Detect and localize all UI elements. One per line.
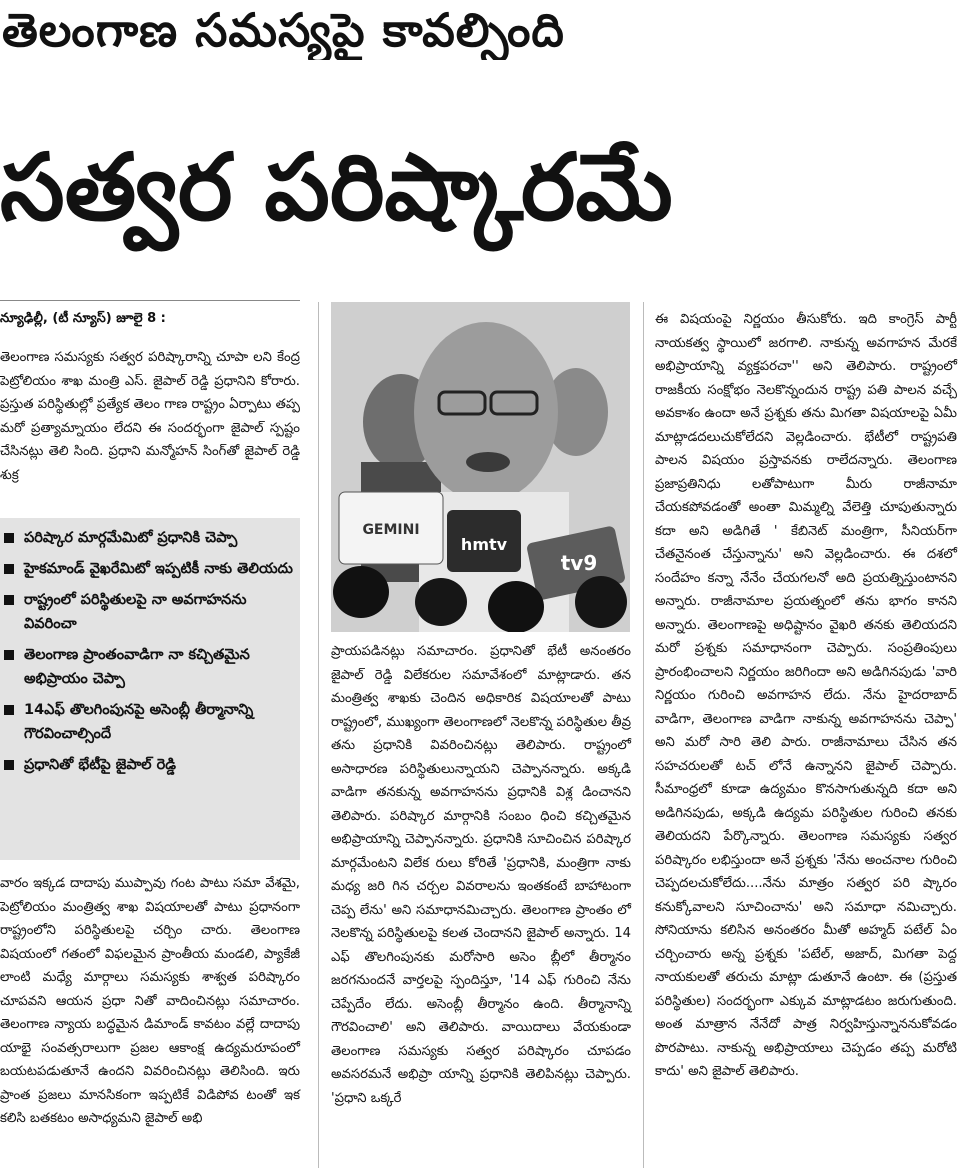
- mic-label-tv9: tv9: [560, 551, 598, 575]
- bullet-icon: [4, 595, 14, 605]
- body-column-1: వారం ఇక్కడ దాదాపు ముప్పావు గంట పాటు సమా వేశమై, పెట్రోలియం మంత్రిత్వ శాఖ విషయాలతో పాటు ప్రధానంగా రాష్ట్రంలోని పరిస్థితులపై చర్చిం చారు. తెలంగాణ విషయంలో గతంలో విఫలమైన ప్రాంతీయ మండలి, ప్యాకేజీ లాంటి మధ్యే మార్గాలు సమస్యకు శాశ్వత పరిష్కారం చూపవని ఆయన ప్రధా నితో వాదించినట్లు సమాచారం. తెలంగాణ న్యాయ బద్ధమైన డిమాండ్ కావటం వల్లే దాదాపు యాభై సంవత్సరాలుగా ప్రజల ఆకాంక్ష ఉద్యమరూపంలో బయటపడుతూనే ఉందని వివరించినట్లు తెలిసింది. ఇరు ప్రాంత ప్రజలు మానసికంగా ఇప్పటికే విడిపోవ టంతో ఇక కలిసి బతకటం అసాధ్యమని జైపాల్ అభి: [0, 876, 300, 1126]
- dateline-rule: [0, 300, 300, 301]
- kicker-headline: తెలంగాణ సమస్యపై కావల్సింది: [2, 3, 565, 57]
- highlight-item: [0, 555, 300, 583]
- column-divider: [318, 302, 319, 1168]
- column-divider: [643, 302, 644, 1168]
- bullet-icon: [4, 533, 14, 543]
- highlight-text: తెలంగాణ ప్రాంతంవాడిగా నా కచ్చితమైన అభిప్రాయం చెప్పా: [24, 647, 250, 687]
- highlight-item: [0, 586, 300, 638]
- news-photo: [331, 302, 630, 632]
- highlight-item: [0, 751, 300, 779]
- highlight-text: రాష్ట్రంలో పరిస్థితులపై నా అవగాహనను వివరించా: [24, 592, 247, 632]
- mic-label-hmtv: hmtv: [460, 535, 508, 554]
- highlight-item: [0, 641, 300, 693]
- mic-label-gemini: GEMINI: [362, 522, 420, 538]
- main-headline: సత్వర పరిష్కారమే: [0, 134, 673, 241]
- bullet-icon: [4, 650, 14, 660]
- body-column-2: ప్రాయపడినట్లు సమాచారం. ప్రధానితో భేటీ అనంతరం జైపాల్ రెడ్డి విలేకరుల సమావేశంలో మాట్లాడారు. తన మంత్రిత్వ శాఖకు చెందిన అధికారిక విషయాలతో పాటు రాష్ట్రంలో, ముఖ్యంగా తెలంగాణలో నెలకొన్న పరిస్థితుల తీవ్ర తను ప్రధానికి వివరించినట్లు తెలిపారు. రాష్ట్రంలో అసాధారణ పరిస్థితులున్నాయని చెప్పానన్నారు. అక్కడి వాడిగా తనకున్న అవగాహనను ప్రధానికి విశ్ల డించానని తెలిపారు. పరిష్కార మార్గానికి సంబం ధించి కచ్చితమైన అభిప్రాయాన్ని చెప్పానన్నారు. ప్రధానికి సూచించిన పరిష్కార మార్గమేంటని విలేక రులు కోరితే 'ప్రధానికి, మంత్రిగా నాకు మధ్య జరి గిన చర్చల వివరాలను ఇంతకంటే బాహాటంగా చెప్ప లేను' అని సమాధానమిచ్చారు. తెలంగాణ ప్రాంతం లో నెలకొన్న పరిస్థితులపై కలత చెందానని జైపాల్ అన్నారు. 14 ఎఫ్ తొలగింపునకు మరోసారి అసెం బ్లీలో తీర్మానం జరగనుందనే వార్తలపై స్పందిస్తూ, '14 ఎఫ్ గురించి నేను చెప్పేదేం లేదు. అసెంబ్లీ తీర్మానం ఉంది. తీర్మానాన్ని గౌరవించాలి' అని తెలిపారు. వాయిదాలు వేయకుండా తెలంగాణ సమస్యకు సత్వర పరిష్కారం చూపడం అవసరమనే అభిప్రా యాన్ని ప్రధానికి తెలిపినట్లు చెప్పారు. 'ప్రధాని ఒక్కరే: [331, 644, 631, 1106]
- bullet-icon: [4, 760, 14, 770]
- photo-illustration: [331, 302, 630, 632]
- dateline: న్యూఢిల్లీ, (టీ న్యూస్) జూలై 8 :: [0, 311, 166, 326]
- highlight-text: హైకమాండ్ వైఖరేమిటో ఇప్పటికీ నాకు తెలియదు: [24, 561, 293, 577]
- highlight-text: ప్రధానితో భేటీపై జైపాల్ రెడ్డి: [24, 757, 176, 773]
- highlight-text: 14ఎఫ్ తొలగింపునపై అసెంబ్లీ తీర్మానాన్ని గౌరవించాల్సిందే: [24, 702, 254, 742]
- highlight-item: [0, 524, 300, 552]
- body-column-3: ఈ విషయంపై నిర్ణయం తీసుకోరు. ఇది కాంగ్రెస్ పార్టీ నాయకత్వ స్థాయిలో జరగాలి. నాకున్న అవగాహన మేరకే అభిప్రాయాన్ని వ్యక్తపరచా'' అని తెలిపారు. రాష్ట్రంలో రాజకీయ సంక్షోభం నెలకొన్నందున రాష్ట్ర పతి పాలన వచ్చే అవకాశం ఉందా అనే ప్రశ్నకు తను మిగతా విషయాలపై ఏమీ మాట్లాడదలుచుకోలేదని వెల్లడించారు. భేటీలో రాష్ట్రపతి పాలన విషయం ప్రస్తావనకు రాలేదన్నారు. తెలంగాణ ప్రజాప్రతినిధు లతోపాటుగా మీరు రాజీనామా చేయకపోవడంతో అంతా మిమ్మల్ని వేలెత్తి చూపుతున్నారు కదా అని అడిగితే ' కేబినెట్ మంత్రిగా, సీనియర్‌గా చేతనైనంత చేస్తున్నాను' అని వెల్లడించారు. ఈ దశలో సందేహం కన్నా నేనేం చేయగలనో అది ప్రయత్నిస్తుంటానని అన్నారు. రాజీనామాల ప్రయత్నంలో తను భాగం కానని అన్నారు. తెలంగాణపై అధిష్టానం వైఖరి తనకు తెలియదని మరో ప్రశ్నకు సమాధానంగా చెప్పారు. సంప్రతింపులు ప్రారంభించాలని నిర్ణయం జరిగిందా అని అడిగినపుడు 'వారి నిర్ణయం గురించి అవగాహన లేదు. నేను హైదరాబాద్ వాడిగా, తెలంగాణ వాడిగా నాకున్న అవగాహనను చెప్పా' అని మరో సారి తెలి పారు. రాజీనామాలు చేసిన తన సహచరులతో టచ్ లోనే ఉన్నానని జైపాల్ చెప్పారు. సీమాంధ్రలో కూడా ఉద్యమం కొనసాగుతున్నది కదా అని అడిగినపుడు, అక్కడి ఉద్యమ పరిస్థితుల గురించి తనకు తెలియదని పేర్కొన్నారు. తెలంగాణ సమస్యకు సత్వర పరిష్కారం లభిస్తుందా అనే ప్రశ్నకు 'నేను అంచనాల గురించి చెప్పదలచుకోలేదు....నేను మాత్రం సత్వర పరి ష్కారం కనుక్కోవాలని సూచించాను' అని సమాధా నమిచ్చారు. సోనియాను కలిసిన అనంతరం మీతో అహ్మద్ పటేల్ ఏం చర్చించారు అన్న ప్రశ్నకు 'పటేల్, అజాద్, మిగతా పెద్ద నాయకులతో తరుచు మాట్లా డుతూనే ఉంటా. ఈ (ప్రస్తుత పరిస్థితుల) సందర్భంగా ఎక్కువ మాట్లాడటం జరుగుతుంది. అంత మాత్రాన నేనేదో పాత్ర నిర్వహిస్తున్నాననుకోవడం పొరపాటు. నాకున్న అభిప్రాయాలు చెప్పడం తప్ప మరోటి కాదు' అని జైపాల్ తెలిపారు.: [655, 312, 957, 1079]
- intro-paragraph: తెలంగాణ సమస్యకు సత్వర పరిష్కారాన్ని చూపా లని కేంద్ర పెట్రోలియం శాఖ మంత్రి ఎస్. జైపాల్ రెడ్డి ప్రధానిని కోరారు. ప్రస్తుత పరిస్థితుల్లో ప్రత్యేక తెలం గాణ రాష్ట్రం ఏర్పాటు తప్ప మరో ప్రత్యామ్నాయం లేదని ఈ సందర్భంగా జైపాల్ స్పష్టం చేసినట్లు తెలి సింది. ప్రధాని మన్మోహన్ సింగ్‌తో జైపాల్ రెడ్డి శుక్ర: [0, 350, 300, 483]
- highlight-item: [0, 696, 300, 748]
- bullet-icon: [4, 564, 14, 574]
- highlight-text: పరిష్కార మార్గమేమిటో ప్రధానికి చెప్పా: [24, 530, 238, 546]
- bullet-icon: [4, 705, 14, 715]
- highlights-box: [0, 518, 300, 860]
